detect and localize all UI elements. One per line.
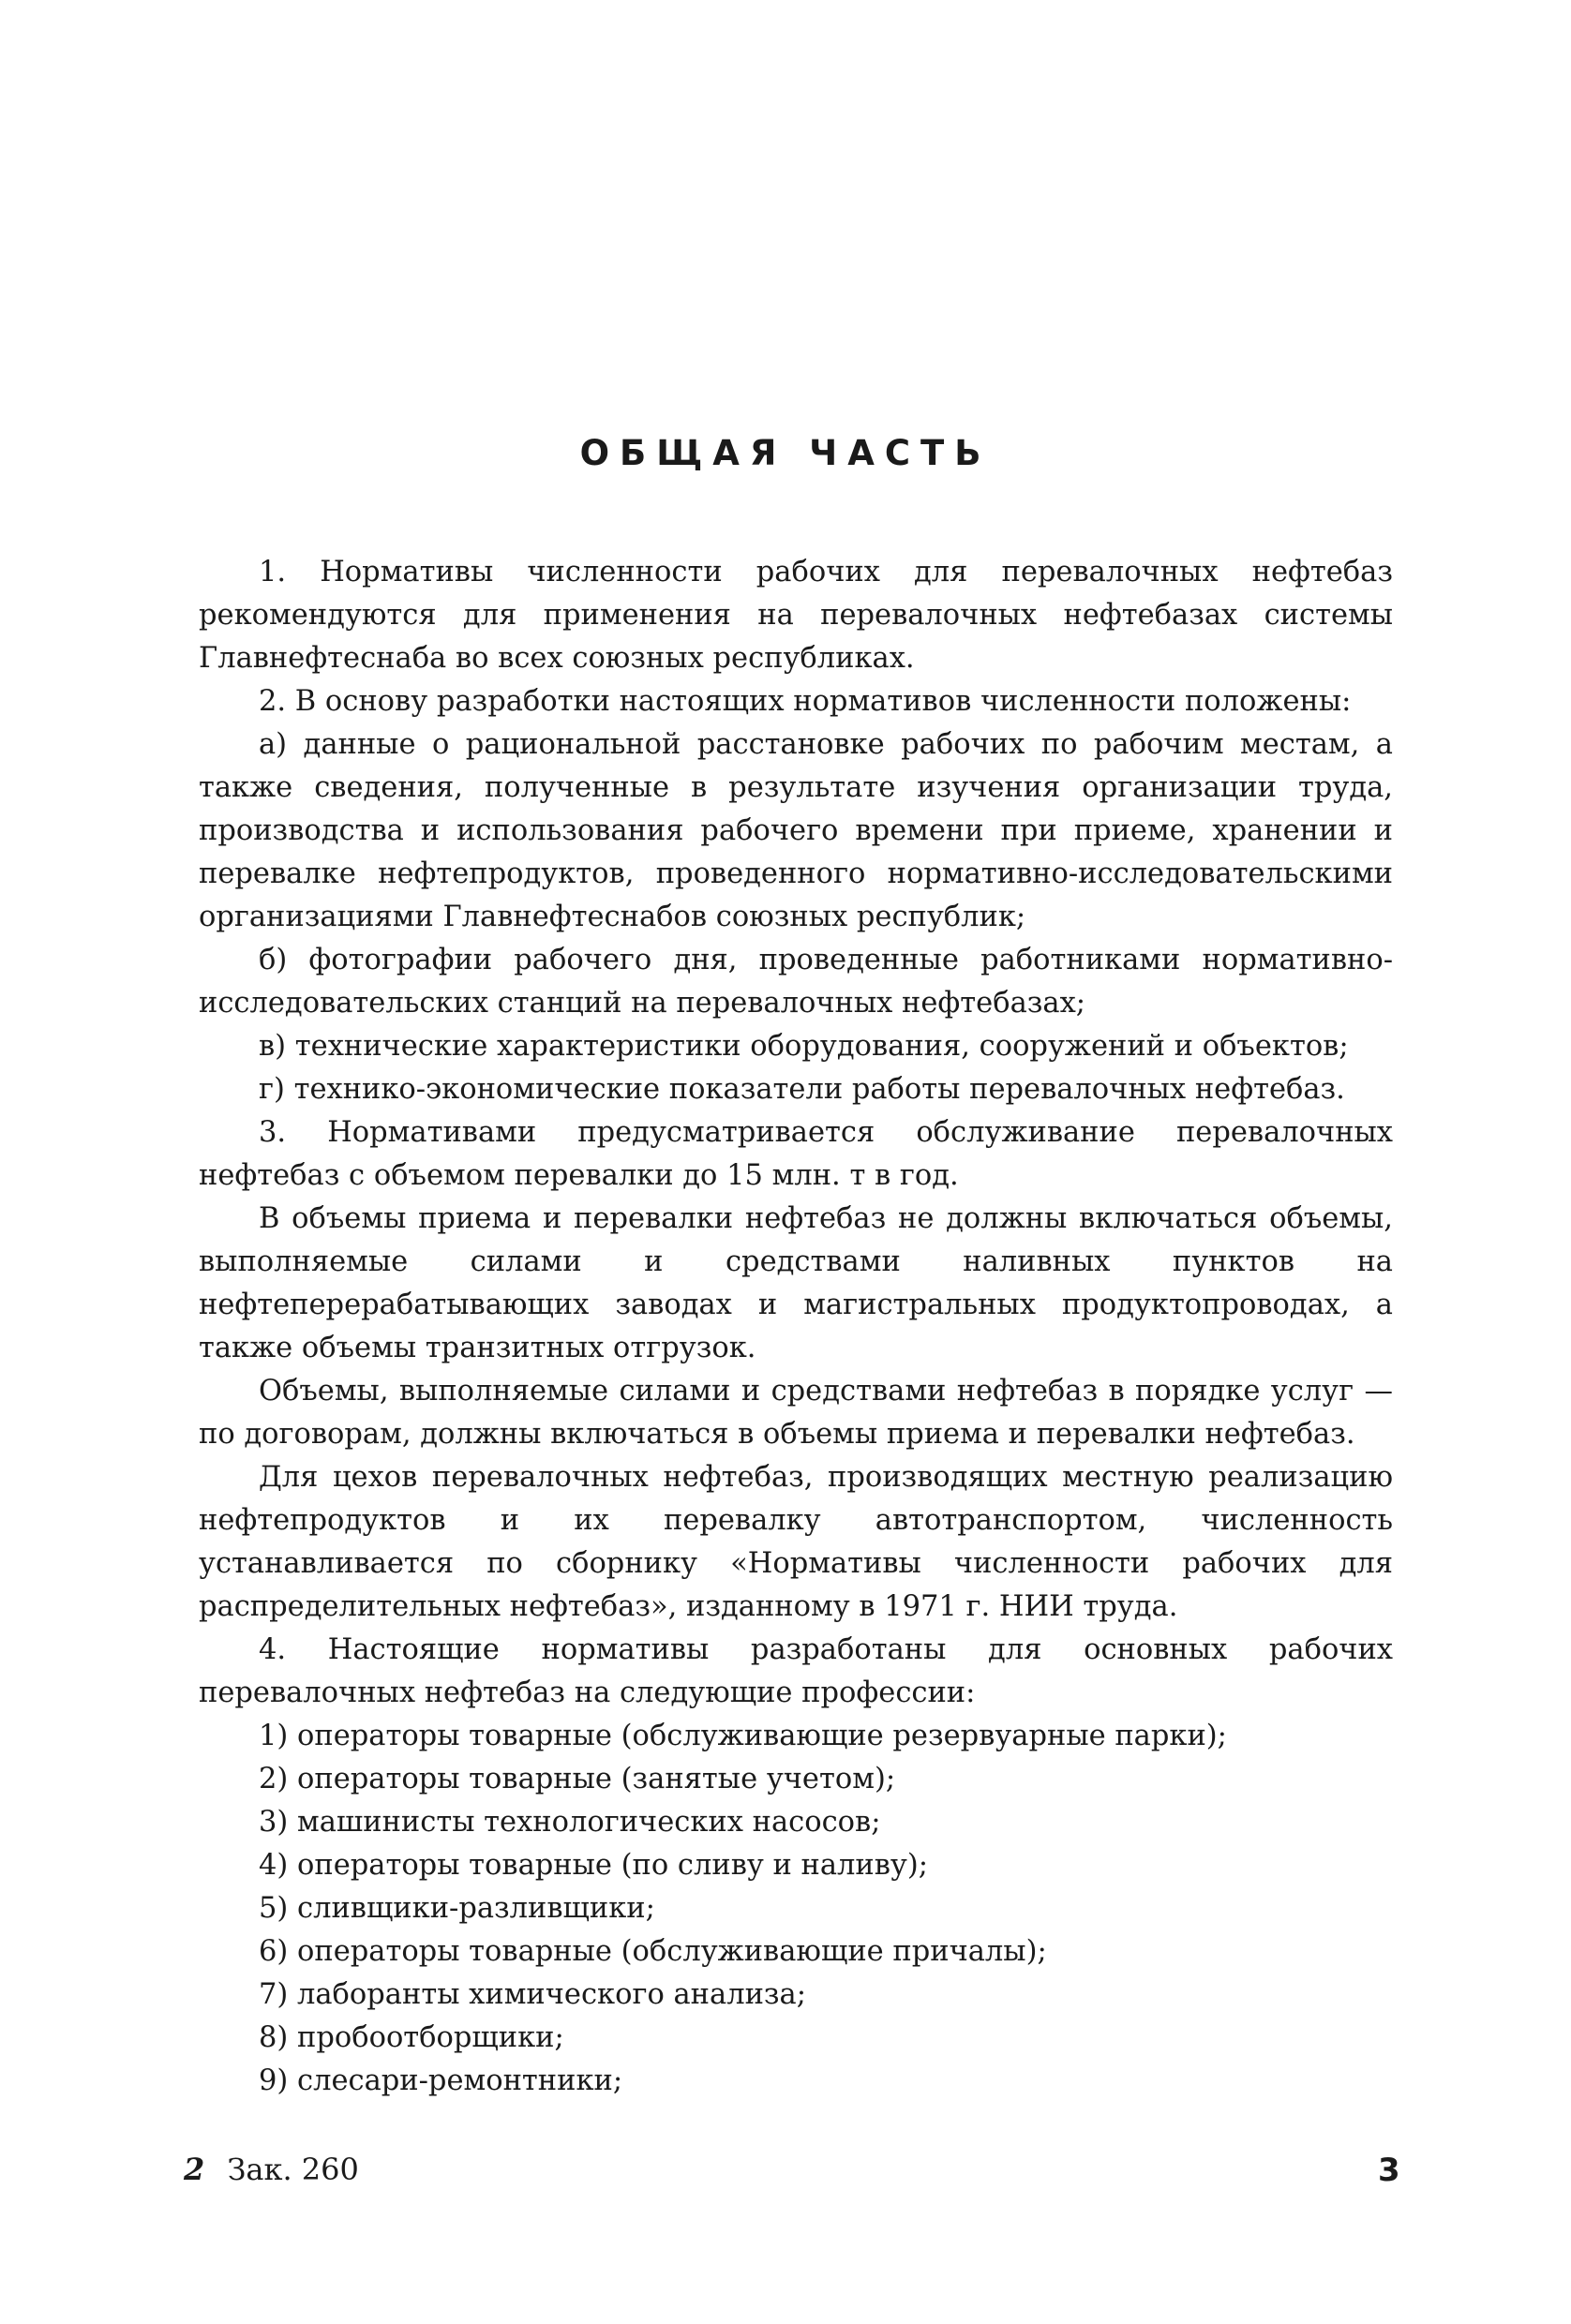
list-item: 5) сливщики-разливщики; — [259, 1892, 655, 1925]
list-item: 2) операторы товарные (занятые учетом); — [259, 1763, 896, 1795]
body-text — [199, 551, 1393, 2103]
list-item: 8) пробоотборщики; — [259, 2021, 564, 2054]
paragraph-1: 1. Нормативы численности рабочих для перевалочных нефтебаз рекомендуются для применения на перевалочных нефтебазах системы Главнефтеснаба во всех союзных республиках. — [199, 556, 1393, 675]
signature-number: 2 — [184, 2152, 205, 2187]
paragraph-2: 2. В основу разработки настоящих нормативов численности положены: — [259, 685, 1352, 718]
list-item: 1) операторы товарные (обслуживающие резервуарные парки); — [259, 1720, 1227, 1752]
list-item: 7) лаборанты химического анализа; — [259, 1978, 806, 2011]
list-item: 6) операторы товарные (обслуживающие причалы); — [259, 1935, 1047, 1968]
paragraph-3-volumes: В объемы приема и перевалки нефтебаз не должны включаться объемы, выполняемые силами и средствами наливных пунктов на нефтеперерабатывающих заводах и магистральных продуктопроводах, а также объемы транзитных отгрузок. — [199, 1202, 1393, 1364]
paragraph-2g: г) технико-экономические показатели работы перевалочных нефтебаз. — [259, 1073, 1345, 1106]
signature-text: Зак. 260 — [227, 2152, 359, 2187]
list-item: 9) слесари-ремонтники; — [259, 2064, 623, 2097]
paragraph-2v: в) технические характеристики оборудования, сооружений и объектов; — [259, 1030, 1349, 1063]
list-item: 4) операторы товарные (по сливу и наливу); — [259, 1849, 929, 1882]
list-item: 3) машинисты технологических насосов; — [259, 1806, 881, 1839]
paragraph-4: 4. Настоящие нормативы разработаны для основных рабочих перевалочных нефтебаз на следующие профессии: — [199, 1633, 1393, 1709]
paragraph-2a: а) данные о рациональной расстановке рабочих по рабочим местам, а также сведения, полученные в результате изучения организации труда, производства и использования рабочего времени при приеме, хранении и перевалке нефтепродуктов, проведенного нормативно-исследовательскими организациями Главнефтеснабов союзных республик; — [199, 728, 1393, 933]
paragraph-3-local: Для цехов перевалочных нефтебаз, производящих местную реализацию нефтепродуктов и их перевалку автотранспортом, численность устанавливается по сборнику «Нормативы численности рабочих для распределительных нефтебаз», изданному в 1971 г. НИИ труда. — [199, 1461, 1393, 1623]
paragraph-3-services: Объемы, выполняемые силами и средствами нефтебаз в порядке услуг — по договорам, должны включаться в объемы приема и перевалки нефтебаз. — [199, 1375, 1393, 1451]
page-number: 3 — [1378, 2152, 1400, 2189]
professions-list — [199, 1715, 1393, 2103]
paragraph-3: 3. Нормативами предусматривается обслуживание перевалочных нефтебаз с объемом перевалки до 15 млн. т в год. — [199, 1116, 1393, 1192]
paragraph-2b: б) фотографии рабочего дня, проведенные работниками нормативно-исследовательских станций на перевалочных нефтебазах; — [199, 944, 1393, 1020]
page-title: ОБЩАЯ ЧАСТЬ — [579, 433, 992, 473]
print-signature — [184, 2152, 359, 2187]
